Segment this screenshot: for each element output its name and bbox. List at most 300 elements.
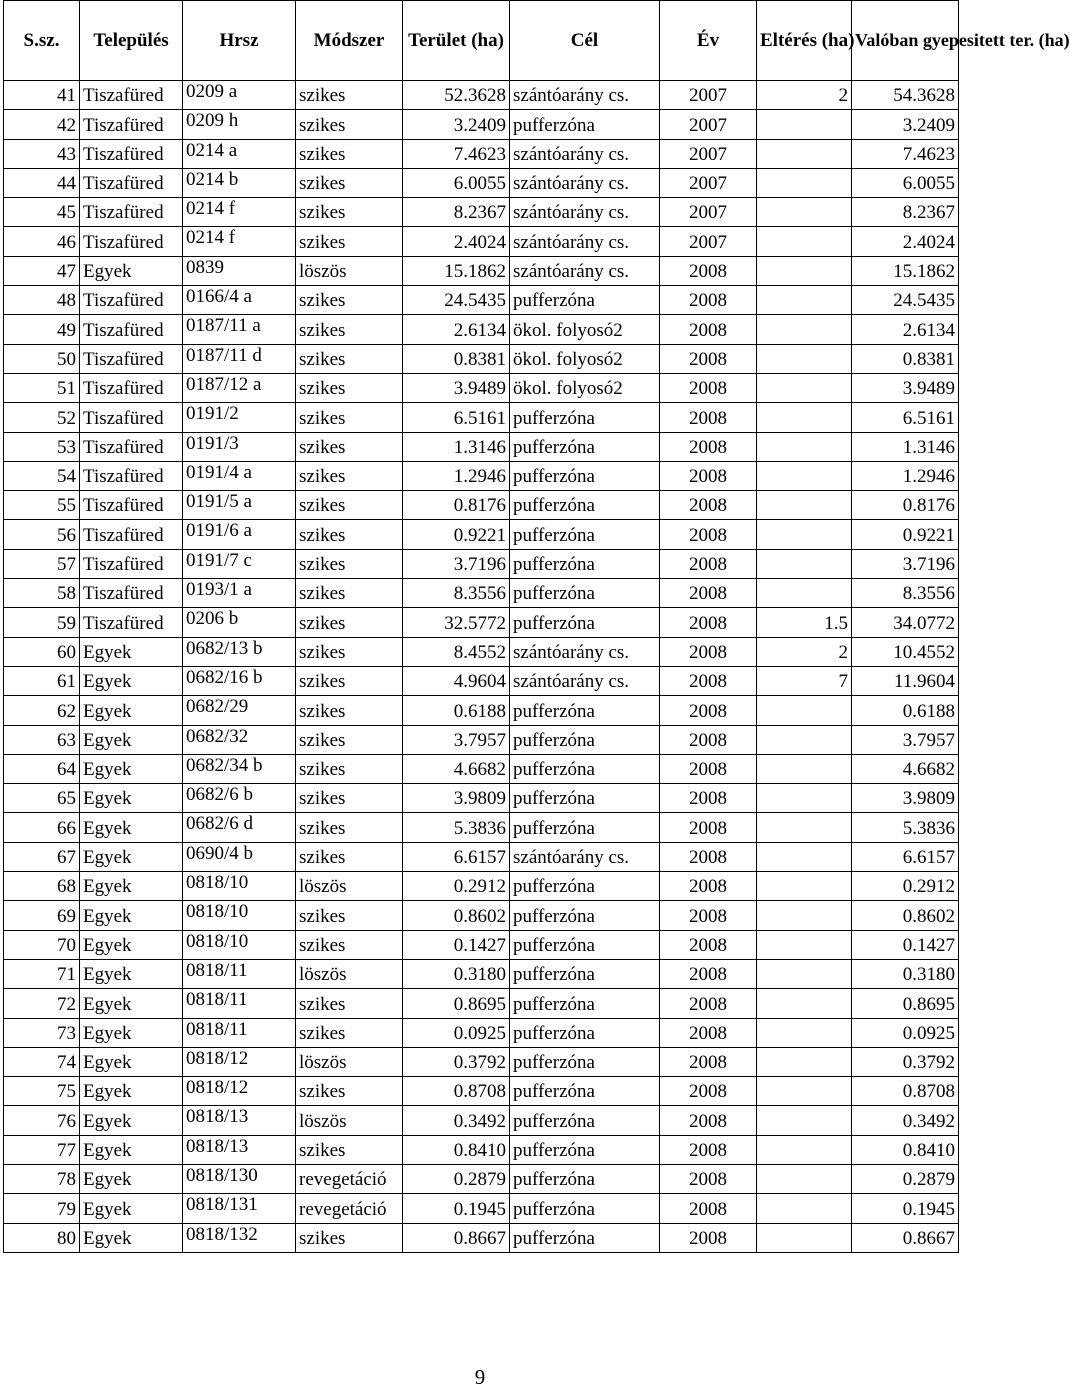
- cell-telepules: Tiszafüred: [80, 139, 183, 168]
- header-hrsz: Hrsz: [183, 1, 296, 81]
- cell-cel: pufferzóna: [510, 813, 660, 842]
- cell-sorszam: 51: [4, 373, 80, 402]
- cell-elteres: 2: [757, 637, 852, 666]
- cell-modszer: szikes: [296, 901, 403, 930]
- cell-modszer: löszös: [296, 256, 403, 285]
- table-row: [4, 1135, 959, 1164]
- cell-gyepesitett: 1.2946: [852, 461, 959, 490]
- table-row: [4, 784, 959, 813]
- table-row: [4, 432, 959, 461]
- cell-elteres: [757, 1018, 852, 1047]
- cell-telepules: Tiszafüred: [80, 168, 183, 197]
- cell-gyepesitett: 54.3628: [852, 81, 959, 110]
- cell-hrsz: 0818/131: [183, 1194, 296, 1223]
- cell-modszer: revegetáció: [296, 1194, 403, 1223]
- cell-ev: 2008: [660, 1135, 757, 1164]
- cell-modszer: szikes: [296, 286, 403, 315]
- cell-ev: 2008: [660, 959, 757, 988]
- cell-sorszam: 65: [4, 784, 80, 813]
- cell-sorszam: 53: [4, 432, 80, 461]
- cell-hrsz: 0166/4 a: [183, 286, 296, 315]
- cell-terulet: 6.6157: [403, 842, 510, 871]
- cell-terulet: 0.8381: [403, 344, 510, 373]
- cell-modszer: löszös: [296, 1047, 403, 1076]
- cell-cel: szántóarány cs.: [510, 168, 660, 197]
- cell-gyepesitett: 0.0925: [852, 1018, 959, 1047]
- cell-hrsz: 0818/11: [183, 959, 296, 988]
- cell-terulet: 32.5772: [403, 608, 510, 637]
- cell-telepules: Egyek: [80, 1223, 183, 1252]
- cell-sorszam: 60: [4, 637, 80, 666]
- header-terulet: Terület (ha): [403, 1, 510, 81]
- cell-sorszam: 66: [4, 813, 80, 842]
- cell-elteres: [757, 403, 852, 432]
- cell-telepules: Egyek: [80, 1194, 183, 1223]
- table-row: [4, 139, 959, 168]
- cell-modszer: löszös: [296, 872, 403, 901]
- cell-sorszam: 58: [4, 579, 80, 608]
- cell-telepules: Tiszafüred: [80, 520, 183, 549]
- cell-cel: pufferzóna: [510, 608, 660, 637]
- cell-gyepesitett: 4.6682: [852, 754, 959, 783]
- cell-ev: 2008: [660, 725, 757, 754]
- cell-hrsz: 0187/11 a: [183, 315, 296, 344]
- cell-hrsz: 0818/13: [183, 1106, 296, 1135]
- cell-elteres: [757, 1194, 852, 1223]
- cell-hrsz: 0209 h: [183, 110, 296, 139]
- cell-cel: szántóarány cs.: [510, 227, 660, 256]
- cell-cel: pufferzóna: [510, 1106, 660, 1135]
- cell-cel: pufferzóna: [510, 959, 660, 988]
- table-row: [4, 227, 959, 256]
- cell-terulet: 4.6682: [403, 754, 510, 783]
- table-row: [4, 286, 959, 315]
- cell-modszer: szikes: [296, 1077, 403, 1106]
- cell-terulet: 3.7957: [403, 725, 510, 754]
- cell-gyepesitett: 7.4623: [852, 139, 959, 168]
- cell-sorszam: 76: [4, 1106, 80, 1135]
- cell-ev: 2008: [660, 637, 757, 666]
- cell-modszer: szikes: [296, 403, 403, 432]
- cell-hrsz: 0818/132: [183, 1223, 296, 1252]
- table-row: [4, 1223, 959, 1252]
- cell-modszer: szikes: [296, 989, 403, 1018]
- cell-elteres: [757, 256, 852, 285]
- cell-ev: 2008: [660, 989, 757, 1018]
- cell-terulet: 3.9489: [403, 373, 510, 402]
- cell-cel: ökol. folyosó2: [510, 315, 660, 344]
- cell-elteres: [757, 315, 852, 344]
- cell-telepules: Tiszafüred: [80, 373, 183, 402]
- cell-terulet: 15.1862: [403, 256, 510, 285]
- cell-sorszam: 44: [4, 168, 80, 197]
- cell-elteres: [757, 813, 852, 842]
- cell-telepules: Tiszafüred: [80, 198, 183, 227]
- cell-elteres: [757, 754, 852, 783]
- cell-telepules: Egyek: [80, 1047, 183, 1076]
- cell-ev: 2008: [660, 403, 757, 432]
- cell-ev: 2008: [660, 754, 757, 783]
- cell-modszer: szikes: [296, 461, 403, 490]
- cell-elteres: [757, 432, 852, 461]
- cell-terulet: 0.9221: [403, 520, 510, 549]
- cell-hrsz: 0214 f: [183, 198, 296, 227]
- cell-cel: pufferzóna: [510, 579, 660, 608]
- table-row: [4, 373, 959, 402]
- cell-gyepesitett: 0.8176: [852, 491, 959, 520]
- table-row: [4, 1194, 959, 1223]
- cell-gyepesitett: 0.8708: [852, 1077, 959, 1106]
- cell-telepules: Tiszafüred: [80, 403, 183, 432]
- cell-modszer: szikes: [296, 110, 403, 139]
- cell-cel: pufferzóna: [510, 1047, 660, 1076]
- cell-hrsz: 0682/6 d: [183, 813, 296, 842]
- cell-cel: pufferzóna: [510, 461, 660, 490]
- cell-cel: pufferzóna: [510, 1018, 660, 1047]
- cell-terulet: 0.0925: [403, 1018, 510, 1047]
- cell-cel: pufferzóna: [510, 403, 660, 432]
- cell-elteres: [757, 784, 852, 813]
- cell-telepules: Egyek: [80, 1164, 183, 1193]
- cell-modszer: löszös: [296, 1106, 403, 1135]
- cell-terulet: 4.9604: [403, 666, 510, 695]
- cell-ev: 2008: [660, 1018, 757, 1047]
- cell-cel: pufferzóna: [510, 520, 660, 549]
- cell-cel: pufferzóna: [510, 549, 660, 578]
- cell-sorszam: 54: [4, 461, 80, 490]
- cell-telepules: Egyek: [80, 696, 183, 725]
- cell-gyepesitett: 5.3836: [852, 813, 959, 842]
- cell-ev: 2008: [660, 842, 757, 871]
- cell-hrsz: 0690/4 b: [183, 842, 296, 871]
- cell-telepules: Egyek: [80, 725, 183, 754]
- cell-cel: ökol. folyosó2: [510, 373, 660, 402]
- cell-elteres: [757, 959, 852, 988]
- cell-elteres: [757, 520, 852, 549]
- cell-ev: 2007: [660, 227, 757, 256]
- cell-elteres: [757, 842, 852, 871]
- cell-gyepesitett: 0.8695: [852, 989, 959, 1018]
- cell-cel: pufferzóna: [510, 901, 660, 930]
- table-row: [4, 666, 959, 695]
- cell-gyepesitett: 6.0055: [852, 168, 959, 197]
- cell-ev: 2007: [660, 139, 757, 168]
- table-row: [4, 110, 959, 139]
- cell-sorszam: 45: [4, 198, 80, 227]
- cell-modszer: szikes: [296, 666, 403, 695]
- cell-ev: 2008: [660, 373, 757, 402]
- cell-modszer: szikes: [296, 813, 403, 842]
- cell-gyepesitett: 8.3556: [852, 579, 959, 608]
- cell-gyepesitett: 0.6188: [852, 696, 959, 725]
- cell-modszer: szikes: [296, 549, 403, 578]
- cell-cel: ökol. folyosó2: [510, 344, 660, 373]
- cell-terulet: 0.2879: [403, 1164, 510, 1193]
- table-row: [4, 813, 959, 842]
- cell-cel: pufferzóna: [510, 989, 660, 1018]
- cell-cel: szántóarány cs.: [510, 139, 660, 168]
- cell-gyepesitett: 8.2367: [852, 198, 959, 227]
- cell-terulet: 0.8695: [403, 989, 510, 1018]
- cell-modszer: löszös: [296, 959, 403, 988]
- cell-gyepesitett: 0.2879: [852, 1164, 959, 1193]
- cell-modszer: szikes: [296, 696, 403, 725]
- cell-gyepesitett: 3.7957: [852, 725, 959, 754]
- cell-hrsz: 0209 a: [183, 81, 296, 110]
- cell-elteres: [757, 491, 852, 520]
- cell-telepules: Tiszafüred: [80, 227, 183, 256]
- cell-sorszam: 42: [4, 110, 80, 139]
- cell-gyepesitett: 6.5161: [852, 403, 959, 432]
- cell-ev: 2008: [660, 1164, 757, 1193]
- cell-cel: szántóarány cs.: [510, 198, 660, 227]
- cell-ev: 2008: [660, 432, 757, 461]
- cell-cel: pufferzóna: [510, 754, 660, 783]
- cell-modszer: szikes: [296, 315, 403, 344]
- cell-hrsz: 0214 b: [183, 168, 296, 197]
- grassland-area-table: [3, 0, 1070, 1253]
- cell-gyepesitett: 0.9221: [852, 520, 959, 549]
- cell-hrsz: 0191/6 a: [183, 520, 296, 549]
- cell-sorszam: 47: [4, 256, 80, 285]
- cell-terulet: 6.5161: [403, 403, 510, 432]
- cell-terulet: 1.2946: [403, 461, 510, 490]
- cell-ev: 2008: [660, 461, 757, 490]
- cell-ev: 2008: [660, 901, 757, 930]
- cell-telepules: Egyek: [80, 959, 183, 988]
- cell-elteres: [757, 1077, 852, 1106]
- cell-gyepesitett: 3.2409: [852, 110, 959, 139]
- table-row: [4, 344, 959, 373]
- cell-hrsz: 0818/12: [183, 1047, 296, 1076]
- cell-telepules: Tiszafüred: [80, 81, 183, 110]
- cell-telepules: Egyek: [80, 1135, 183, 1164]
- table-row: [4, 608, 959, 637]
- cell-sorszam: 79: [4, 1194, 80, 1223]
- header-elteres: Eltérés (ha): [757, 1, 852, 81]
- cell-modszer: szikes: [296, 784, 403, 813]
- cell-sorszam: 67: [4, 842, 80, 871]
- cell-sorszam: 71: [4, 959, 80, 988]
- cell-telepules: Egyek: [80, 784, 183, 813]
- cell-terulet: 1.3146: [403, 432, 510, 461]
- cell-hrsz: 0818/10: [183, 872, 296, 901]
- cell-gyepesitett: 3.9809: [852, 784, 959, 813]
- cell-terulet: 0.1945: [403, 1194, 510, 1223]
- header-cel: Cél: [510, 1, 660, 81]
- cell-modszer: szikes: [296, 842, 403, 871]
- cell-cel: pufferzóna: [510, 1077, 660, 1106]
- cell-cel: pufferzóna: [510, 784, 660, 813]
- cell-modszer: szikes: [296, 754, 403, 783]
- cell-telepules: Tiszafüred: [80, 491, 183, 520]
- cell-hrsz: 0193/1 a: [183, 579, 296, 608]
- cell-modszer: revegetáció: [296, 1164, 403, 1193]
- cell-hrsz: 0214 f: [183, 227, 296, 256]
- table-row: [4, 520, 959, 549]
- table-row: [4, 754, 959, 783]
- cell-ev: 2008: [660, 1106, 757, 1135]
- cell-gyepesitett: 15.1862: [852, 256, 959, 285]
- cell-sorszam: 61: [4, 666, 80, 695]
- cell-sorszam: 75: [4, 1077, 80, 1106]
- cell-ev: 2007: [660, 198, 757, 227]
- table-row: [4, 959, 959, 988]
- cell-elteres: [757, 110, 852, 139]
- cell-gyepesitett: 0.8381: [852, 344, 959, 373]
- cell-hrsz: 0818/11: [183, 1018, 296, 1047]
- cell-modszer: szikes: [296, 491, 403, 520]
- cell-ev: 2007: [660, 110, 757, 139]
- cell-elteres: [757, 930, 852, 959]
- cell-elteres: [757, 344, 852, 373]
- cell-modszer: szikes: [296, 579, 403, 608]
- cell-modszer: szikes: [296, 1018, 403, 1047]
- cell-hrsz: 0682/13 b: [183, 637, 296, 666]
- table-row: [4, 1164, 959, 1193]
- cell-sorszam: 48: [4, 286, 80, 315]
- cell-terulet: 0.8176: [403, 491, 510, 520]
- cell-terulet: 7.4623: [403, 139, 510, 168]
- cell-cel: pufferzóna: [510, 110, 660, 139]
- cell-ev: 2008: [660, 1194, 757, 1223]
- table-row: [4, 1077, 959, 1106]
- cell-hrsz: 0191/5 a: [183, 491, 296, 520]
- cell-ev: 2008: [660, 256, 757, 285]
- cell-cel: pufferzóna: [510, 872, 660, 901]
- cell-gyepesitett: 24.5435: [852, 286, 959, 315]
- cell-sorszam: 78: [4, 1164, 80, 1193]
- cell-hrsz: 0818/10: [183, 901, 296, 930]
- cell-gyepesitett: 0.3792: [852, 1047, 959, 1076]
- table-row: [4, 403, 959, 432]
- cell-ev: 2008: [660, 520, 757, 549]
- cell-hrsz: 0187/12 a: [183, 373, 296, 402]
- cell-gyepesitett: 0.1945: [852, 1194, 959, 1223]
- cell-hrsz: 0682/29: [183, 696, 296, 725]
- cell-hrsz: 0187/11 d: [183, 344, 296, 373]
- cell-modszer: szikes: [296, 373, 403, 402]
- cell-elteres: 1.5: [757, 608, 852, 637]
- cell-ev: 2008: [660, 286, 757, 315]
- cell-modszer: szikes: [296, 344, 403, 373]
- cell-gyepesitett: 0.3180: [852, 959, 959, 988]
- cell-ev: 2008: [660, 930, 757, 959]
- cell-gyepesitett: 2.4024: [852, 227, 959, 256]
- area-table-container: [3, 0, 1070, 1253]
- cell-elteres: [757, 1106, 852, 1135]
- cell-ev: 2008: [660, 784, 757, 813]
- cell-terulet: 3.2409: [403, 110, 510, 139]
- cell-elteres: [757, 168, 852, 197]
- table-row: [4, 842, 959, 871]
- cell-telepules: Egyek: [80, 1077, 183, 1106]
- cell-ev: 2008: [660, 696, 757, 725]
- table-row: [4, 461, 959, 490]
- cell-cel: pufferzóna: [510, 1194, 660, 1223]
- cell-modszer: szikes: [296, 725, 403, 754]
- cell-telepules: Tiszafüred: [80, 286, 183, 315]
- cell-cel: pufferzóna: [510, 1135, 660, 1164]
- cell-ev: 2008: [660, 813, 757, 842]
- cell-ev: 2008: [660, 491, 757, 520]
- cell-terulet: 52.3628: [403, 81, 510, 110]
- cell-ev: 2008: [660, 579, 757, 608]
- cell-cel: szántóarány cs.: [510, 637, 660, 666]
- cell-sorszam: 74: [4, 1047, 80, 1076]
- cell-hrsz: 0682/34 b: [183, 754, 296, 783]
- cell-modszer: szikes: [296, 637, 403, 666]
- cell-hrsz: 0818/12: [183, 1077, 296, 1106]
- cell-terulet: 2.6134: [403, 315, 510, 344]
- cell-gyepesitett: 0.8667: [852, 1223, 959, 1252]
- cell-elteres: [757, 901, 852, 930]
- table-header: [4, 1, 1070, 81]
- cell-ev: 2008: [660, 344, 757, 373]
- cell-telepules: Tiszafüred: [80, 315, 183, 344]
- cell-sorszam: 52: [4, 403, 80, 432]
- table-row: [4, 168, 959, 197]
- cell-hrsz: 0214 a: [183, 139, 296, 168]
- table-row: [4, 1047, 959, 1076]
- cell-terulet: 8.3556: [403, 579, 510, 608]
- cell-elteres: [757, 1223, 852, 1252]
- table-row: [4, 198, 959, 227]
- cell-hrsz: 0682/6 b: [183, 784, 296, 813]
- table-row: [4, 901, 959, 930]
- cell-modszer: szikes: [296, 198, 403, 227]
- cell-elteres: [757, 696, 852, 725]
- cell-sorszam: 63: [4, 725, 80, 754]
- cell-cel: pufferzóna: [510, 1164, 660, 1193]
- header-gyepesitett: Valóban gyepesitett ter. (ha): [852, 1, 959, 81]
- cell-ev: 2007: [660, 168, 757, 197]
- cell-cel: szántóarány cs.: [510, 81, 660, 110]
- cell-cel: pufferzóna: [510, 930, 660, 959]
- cell-modszer: szikes: [296, 520, 403, 549]
- cell-sorszam: 77: [4, 1135, 80, 1164]
- cell-sorszam: 57: [4, 549, 80, 578]
- cell-gyepesitett: 0.8602: [852, 901, 959, 930]
- cell-hrsz: 0818/130: [183, 1164, 296, 1193]
- cell-sorszam: 73: [4, 1018, 80, 1047]
- cell-terulet: 0.3180: [403, 959, 510, 988]
- table-row: [4, 725, 959, 754]
- cell-telepules: Tiszafüred: [80, 461, 183, 490]
- cell-ev: 2008: [660, 1223, 757, 1252]
- cell-cel: pufferzóna: [510, 1223, 660, 1252]
- cell-elteres: 7: [757, 666, 852, 695]
- cell-elteres: [757, 1164, 852, 1193]
- cell-elteres: [757, 1047, 852, 1076]
- cell-hrsz: 0191/3: [183, 432, 296, 461]
- cell-elteres: [757, 989, 852, 1018]
- cell-sorszam: 59: [4, 608, 80, 637]
- cell-hrsz: 0191/7 c: [183, 549, 296, 578]
- cell-elteres: [757, 198, 852, 227]
- cell-hrsz: 0839: [183, 256, 296, 285]
- cell-telepules: Egyek: [80, 1106, 183, 1135]
- cell-gyepesitett: 6.6157: [852, 842, 959, 871]
- header-ev: Év: [660, 1, 757, 81]
- cell-ev: 2008: [660, 1047, 757, 1076]
- cell-gyepesitett: 0.1427: [852, 930, 959, 959]
- cell-elteres: [757, 579, 852, 608]
- cell-telepules: Egyek: [80, 754, 183, 783]
- cell-sorszam: 64: [4, 754, 80, 783]
- cell-terulet: 24.5435: [403, 286, 510, 315]
- cell-telepules: Egyek: [80, 256, 183, 285]
